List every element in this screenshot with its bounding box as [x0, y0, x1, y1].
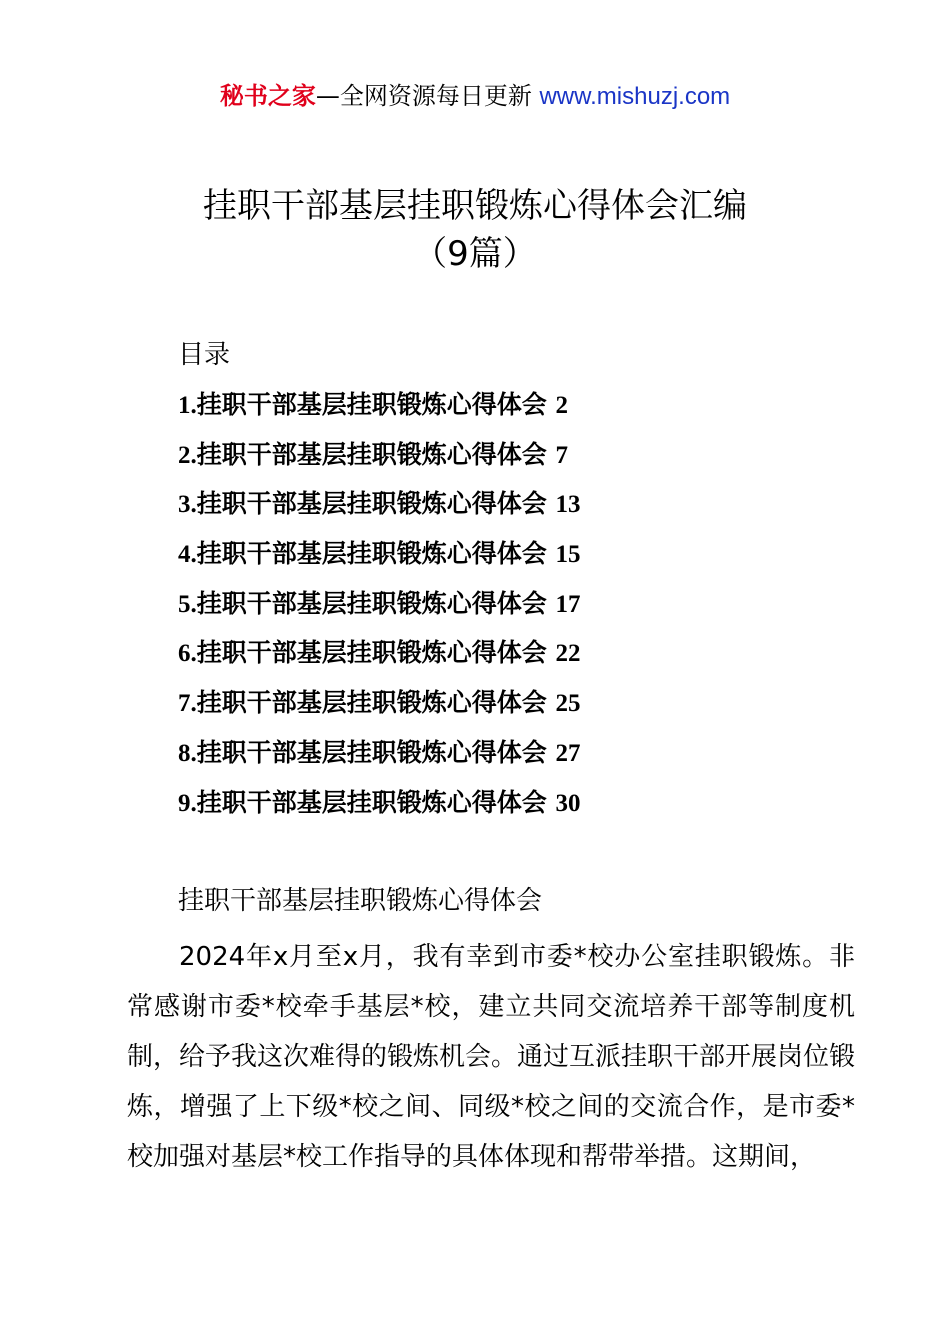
toc-item-number: 7.	[178, 690, 197, 718]
banner-url-link[interactable]: www.mishuzj.com	[539, 83, 731, 110]
toc-item[interactable]	[178, 587, 580, 637]
toc-item-number: 9.	[178, 789, 197, 817]
site-banner	[0, 80, 950, 113]
toc-item[interactable]	[178, 636, 580, 686]
toc-item-text: 挂职干部基层挂职锻炼心得体会	[196, 787, 547, 817]
toc-item-number: 1.	[178, 392, 197, 419]
toc-item-text: 挂职干部基层挂职锻炼心得体会	[196, 688, 547, 718]
toc-item[interactable]	[178, 388, 580, 438]
toc-item-number: 6.	[178, 640, 197, 668]
toc-item[interactable]	[178, 438, 580, 488]
toc-item-page: 30	[555, 789, 581, 817]
toc-item-number: 2.	[178, 441, 197, 469]
document-title: 挂职干部基层挂职锻炼心得体会汇编	[203, 186, 747, 226]
toc-item-text: 挂职干部基层挂职锻炼心得体会	[196, 737, 547, 767]
section-title: 挂职干部基层挂职锻炼心得体会	[178, 886, 543, 916]
toc-item-number: 8.	[178, 739, 197, 767]
body-paragraph: 2024年x月至x月，我有幸到市委*校办公室挂职锻炼。非常感谢市委*校牵手基层*校，建立共同交流培养干部等制度机制，给予我这次难得的锻炼机会。通过互派挂职干部开展岗位锻炼，增强了上下级*校之间、同级*校之间的交流合作，是市委*校加强对基层*校工作指导的具体体现和帮带举措。这期间，	[127, 942, 856, 1172]
table-of-contents	[178, 388, 580, 835]
banner-tagline: —全网资源每日更新	[315, 82, 532, 110]
toc-item-page: 25	[555, 690, 581, 718]
toc-item[interactable]	[178, 786, 580, 836]
toc-item-text: 挂职干部基层挂职锻炼心得体会	[196, 588, 547, 618]
toc-item-number: 3.	[178, 491, 197, 519]
toc-item-text: 挂职干部基层挂职锻炼心得体会	[196, 638, 547, 668]
toc-item-text: 挂职干部基层挂职锻炼心得体会	[196, 539, 547, 569]
toc-item-text: 挂职干部基层挂职锻炼心得体会	[196, 439, 547, 469]
toc-item-page: 2	[555, 392, 568, 419]
toc-item-number: 4.	[178, 541, 197, 569]
toc-item-page: 17	[555, 590, 581, 618]
toc-item-text: 挂职干部基层挂职锻炼心得体会	[196, 489, 547, 519]
toc-heading: 目录	[178, 340, 231, 370]
toc-item[interactable]	[178, 537, 580, 587]
banner-brand: 秘书之家	[219, 82, 316, 110]
toc-item-number: 5.	[178, 590, 197, 618]
toc-item-page: 15	[555, 541, 581, 569]
document-subtitle: （9篇）	[413, 234, 537, 274]
toc-item[interactable]	[178, 487, 580, 537]
toc-item-text: 挂职干部基层挂职锻炼心得体会	[196, 390, 547, 419]
toc-item[interactable]	[178, 736, 580, 786]
toc-item-page: 7	[555, 441, 568, 469]
toc-item-page: 13	[555, 491, 581, 519]
toc-item-page: 22	[555, 640, 581, 668]
toc-item[interactable]	[178, 686, 580, 736]
toc-item-page: 27	[555, 739, 581, 767]
